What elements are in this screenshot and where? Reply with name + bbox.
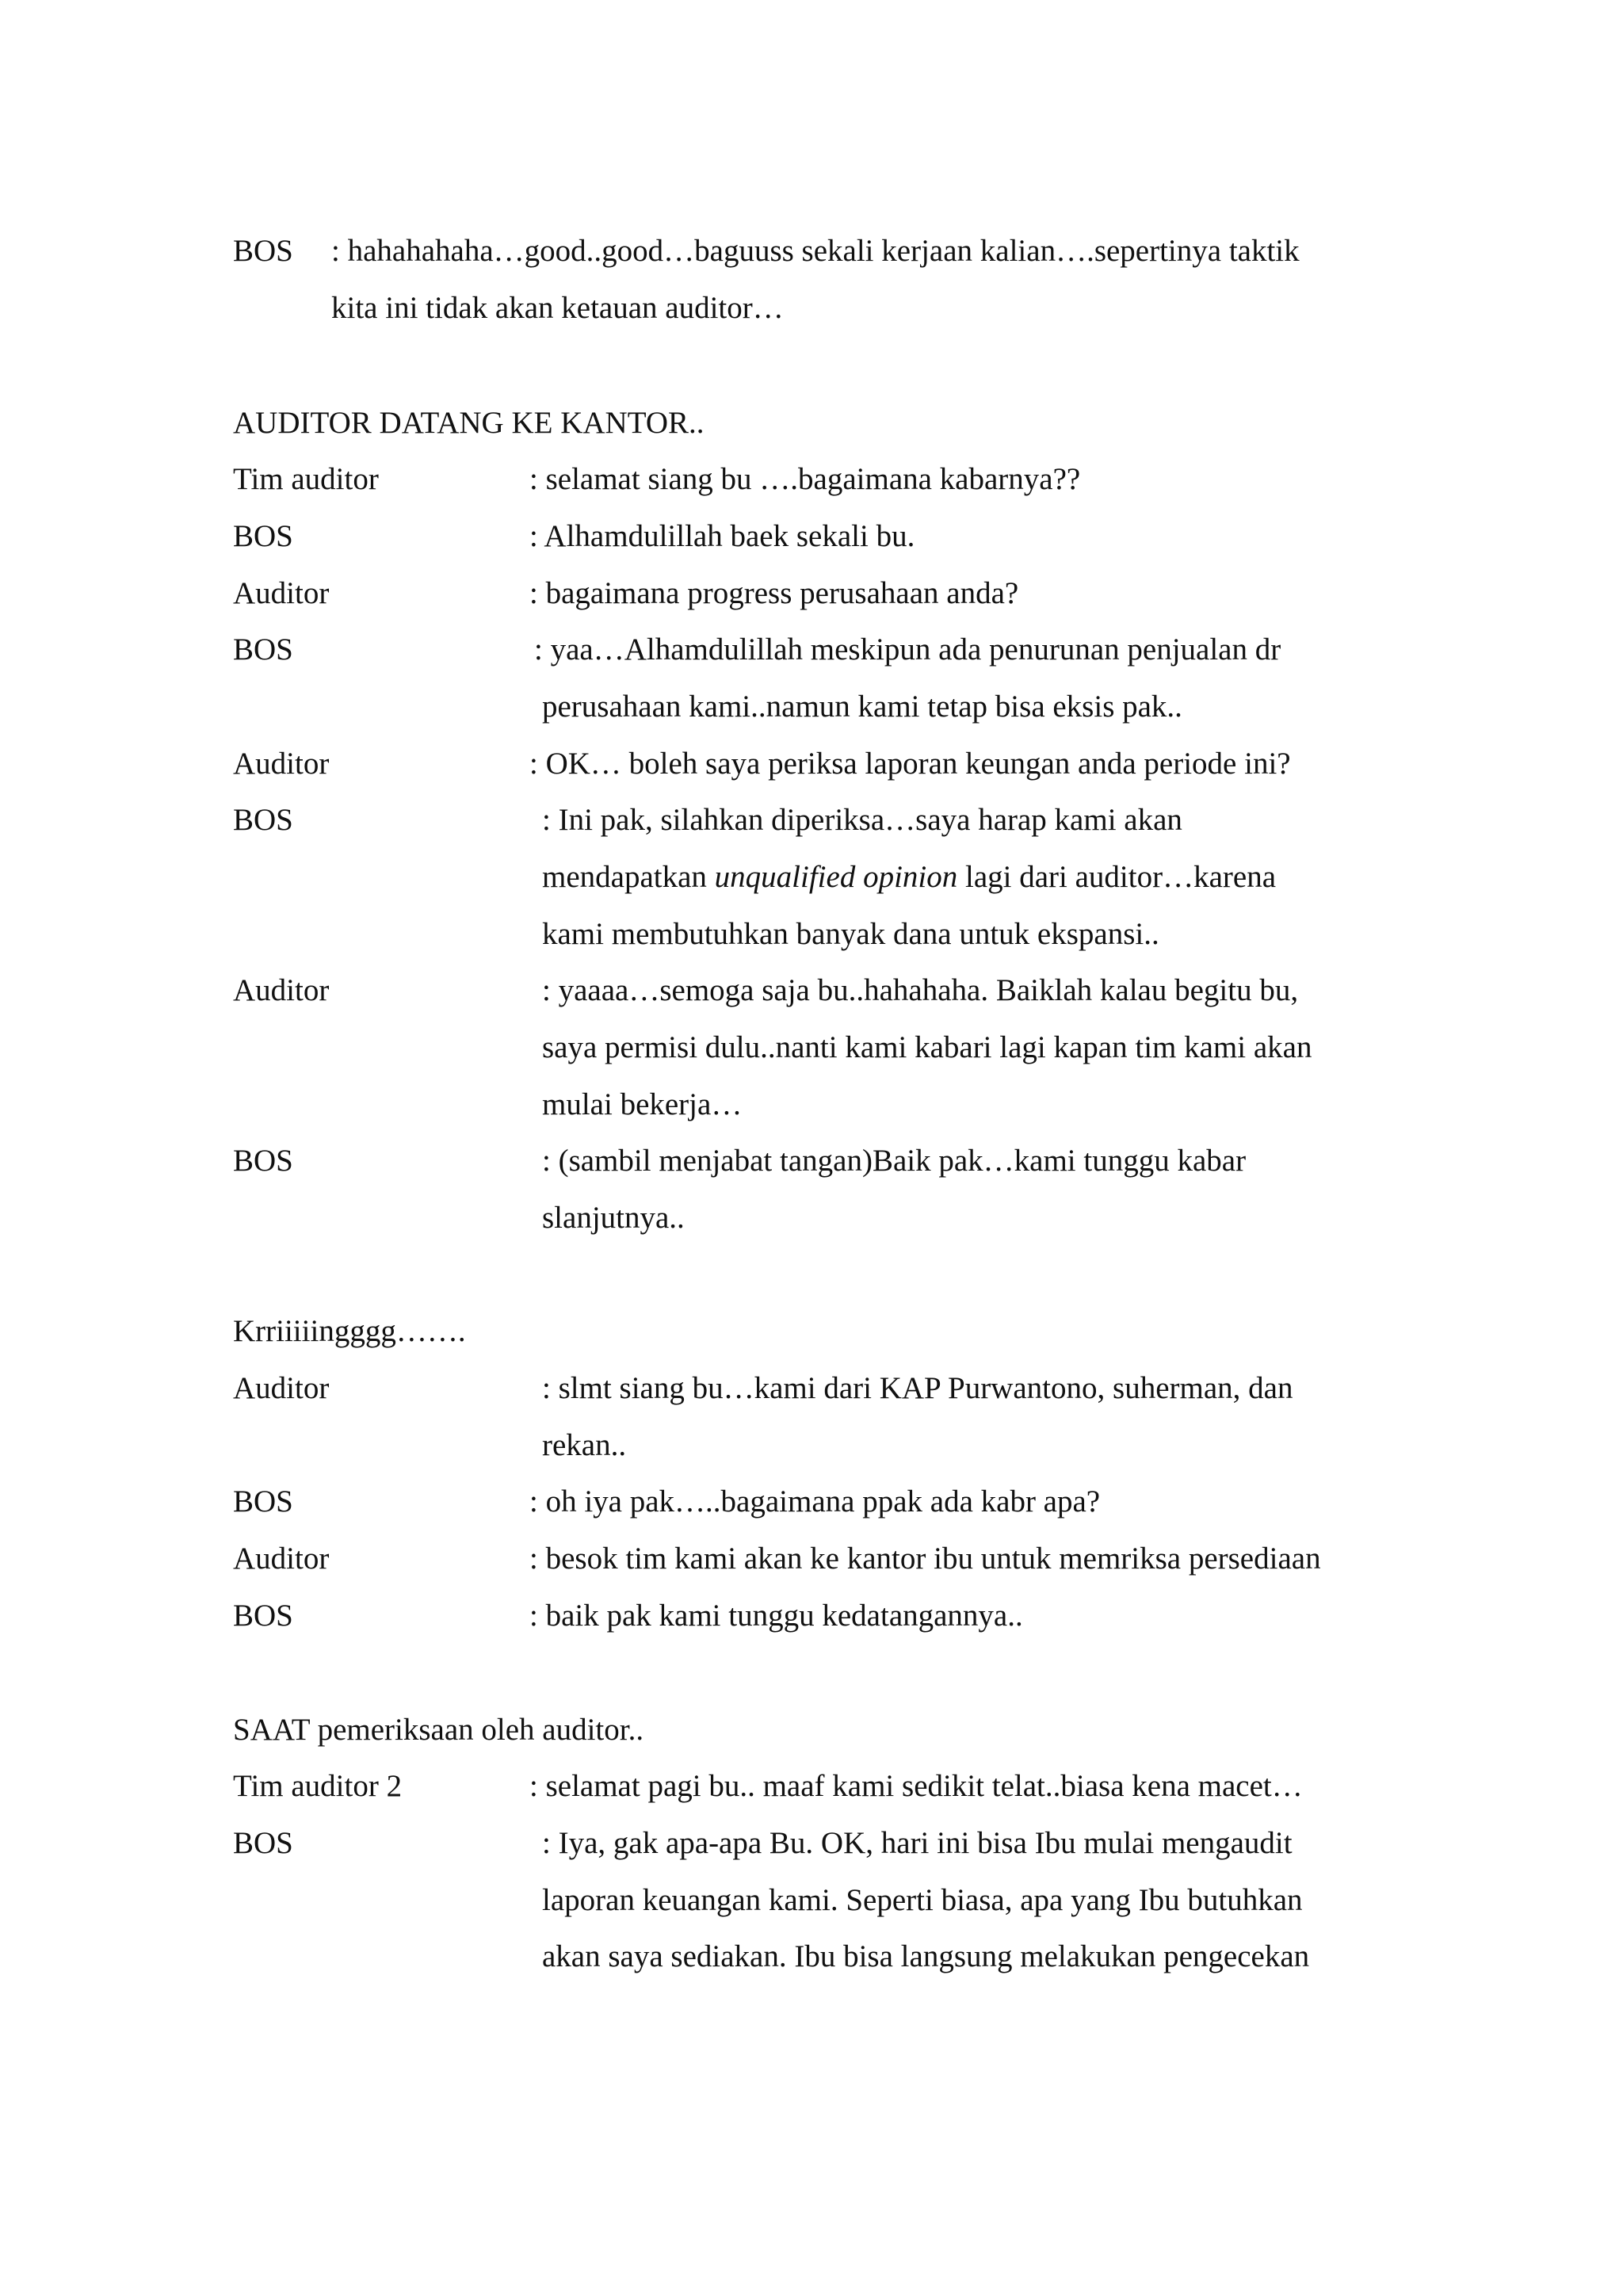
dialogue-text: : hahahahaha…good..good…baguuss sekali kerjaan kalian….sepertinya taktik <box>331 234 1300 268</box>
dialogue-text: kita ini tidak akan ketauan auditor… <box>331 291 784 325</box>
dialogue-text: slanjutnya.. <box>542 1201 685 1235</box>
speaker-label: BOS <box>233 1484 293 1519</box>
speaker-label: Auditor <box>233 1371 330 1405</box>
dialogue-text: : selamat pagi bu.. maaf kami sedikit telat..biasa kena macet… <box>529 1769 1303 1803</box>
dialogue-text: perusahaan kami..namun kami tetap bisa eksis pak.. <box>542 690 1182 724</box>
section-heading: Krriiiiingggg……. <box>233 1314 466 1348</box>
speaker-label: Tim auditor 2 <box>233 1769 403 1803</box>
section-heading: SAAT pemeriksaan oleh auditor.. <box>233 1713 644 1747</box>
speaker-label: BOS <box>233 803 293 837</box>
speaker-label: BOS <box>233 234 293 268</box>
dialogue-text: : Alhamdulillah baek sekali bu. <box>529 519 915 553</box>
emphasis-text: unqualified opinion <box>714 860 958 894</box>
dialogue-text: : bagaimana progress perusahaan anda? <box>529 576 1019 610</box>
text-segment: mendapatkan <box>542 860 715 894</box>
speaker-label: Auditor <box>233 747 330 781</box>
dialogue-text: : yaa…Alhamdulillah meskipun ada penurunan penjualan dr <box>534 632 1281 667</box>
speaker-label: Tim auditor <box>233 462 379 496</box>
dialogue-text: : selamat siang bu ….bagaimana kabarnya?? <box>529 462 1081 496</box>
dialogue-text: rekan.. <box>542 1428 627 1462</box>
speaker-label: BOS <box>233 632 293 667</box>
dialogue-text: : OK… boleh saya periksa laporan keungan anda periode ini? <box>529 747 1291 781</box>
speaker-label: Auditor <box>233 1541 330 1576</box>
dialogue-text: laporan keuangan kami. Seperti biasa, apa yang Ibu butuhkan <box>542 1883 1303 1917</box>
dialogue-text: : yaaaa…semoga saja bu..hahahaha. Baiklah kalau begitu bu, <box>542 973 1299 1007</box>
speaker-label: Auditor <box>233 576 330 610</box>
dialogue-text: : oh iya pak…..bagaimana ppak ada kabr apa? <box>529 1484 1101 1519</box>
speaker-label: Auditor <box>233 973 330 1007</box>
dialogue-text: akan saya sediakan. Ibu bisa langsung melakukan pengecekan <box>542 1939 1310 1973</box>
dialogue-text: : slmt siang bu…kami dari KAP Purwantono, suherman, dan <box>542 1371 1293 1405</box>
dialogue-text: : besok tim kami akan ke kantor ibu untuk memriksa persediaan <box>529 1541 1321 1576</box>
dialogue-text: : baik pak kami tunggu kedatangannya.. <box>529 1599 1023 1633</box>
dialogue-text: mulai bekerja… <box>542 1087 743 1121</box>
speaker-label: BOS <box>233 1599 293 1633</box>
dialogue-text: : Ini pak, silahkan diperiksa…saya harap kami akan <box>542 803 1182 837</box>
dialogue-text: : (sambil menjabat tangan)Baik pak…kami tunggu kabar <box>542 1144 1247 1178</box>
dialogue-text <box>542 861 1276 892</box>
dialogue-text: kami membutuhkan banyak dana untuk ekspansi.. <box>542 917 1159 951</box>
speaker-label: BOS <box>233 1826 293 1860</box>
speaker-label: BOS <box>233 519 293 553</box>
text-segment: lagi dari auditor…karena <box>957 860 1276 894</box>
dialogue-text: : Iya, gak apa-apa Bu. OK, hari ini bisa Ibu mulai mengaudit <box>542 1826 1293 1860</box>
section-heading: AUDITOR DATANG KE KANTOR.. <box>233 406 705 440</box>
dialogue-text: saya permisi dulu..nanti kami kabari lagi kapan tim kami akan <box>542 1030 1312 1064</box>
speaker-label: BOS <box>233 1144 293 1178</box>
